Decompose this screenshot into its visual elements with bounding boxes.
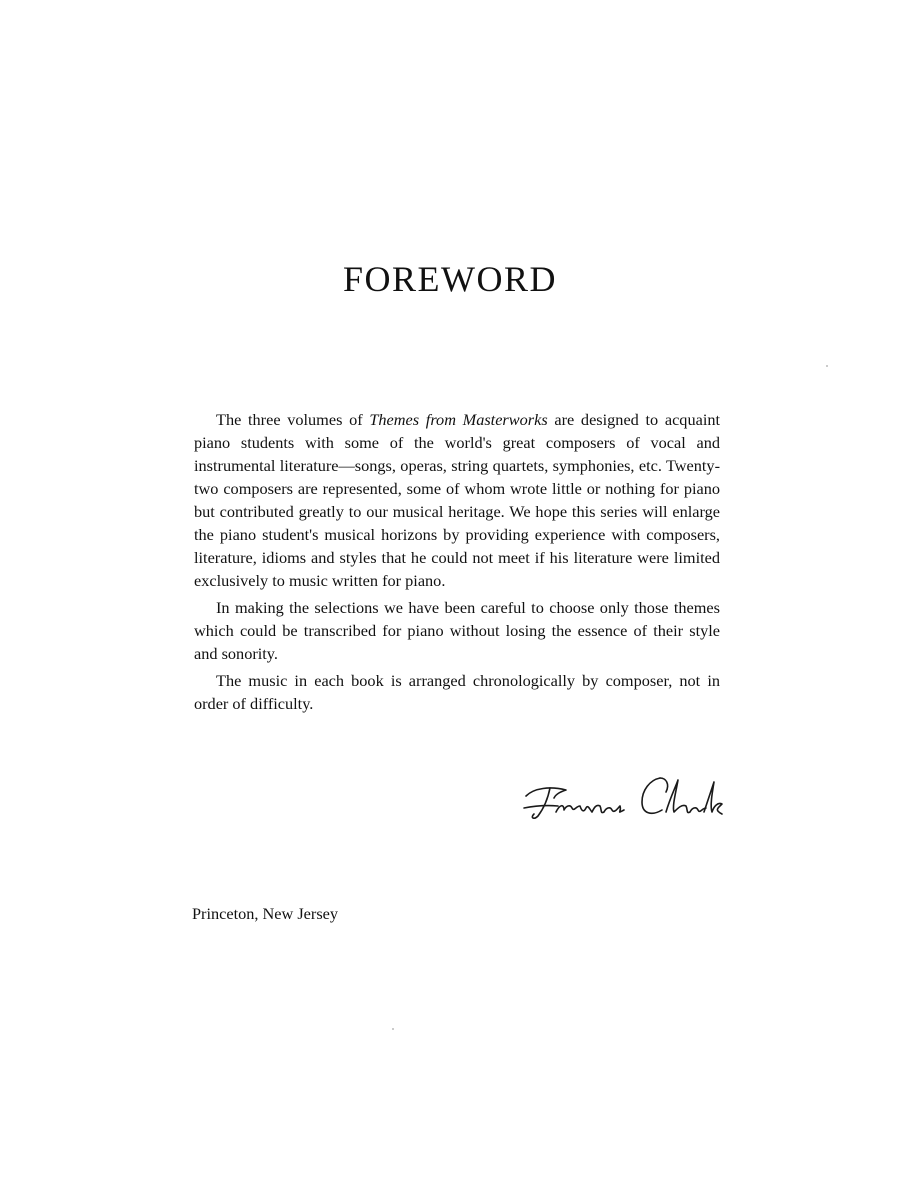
scan-speck (826, 365, 828, 367)
paragraph-1 (194, 408, 720, 592)
paragraph-1-rest: are designed to acquaint piano students with some of the world's great composers of vocal and instrumental literature—songs, operas, string quartets, symphonies, etc. Twenty-two composers are represented, some of whom wrote little or nothing for piano but contributed greatly to our musical heritage. We hope this series will enlarge the piano student's musical horizons by providing experience with composers, literature, idioms and styles that he could not meet if his literature were limited exclusively to music written for piano. (194, 410, 721, 590)
paragraph-1-intro: The three volumes of (216, 410, 370, 429)
paragraph-2: In making the selections we have been careful to choose only those themes which could be transcribed for piano without losing the essence of their style and sonority. (194, 598, 720, 663)
foreword-body (194, 408, 720, 719)
handwritten-signature (520, 768, 725, 828)
place-of-writing: Princeton, New Jersey (192, 904, 339, 923)
scan-speck (392, 1028, 394, 1030)
paragraph-3: The music in each book is arranged chronologically by composer, not in order of difficulty. (194, 671, 720, 713)
book-title: Themes from Masterworks (369, 410, 548, 429)
page-title: FOREWORD (342, 259, 557, 299)
